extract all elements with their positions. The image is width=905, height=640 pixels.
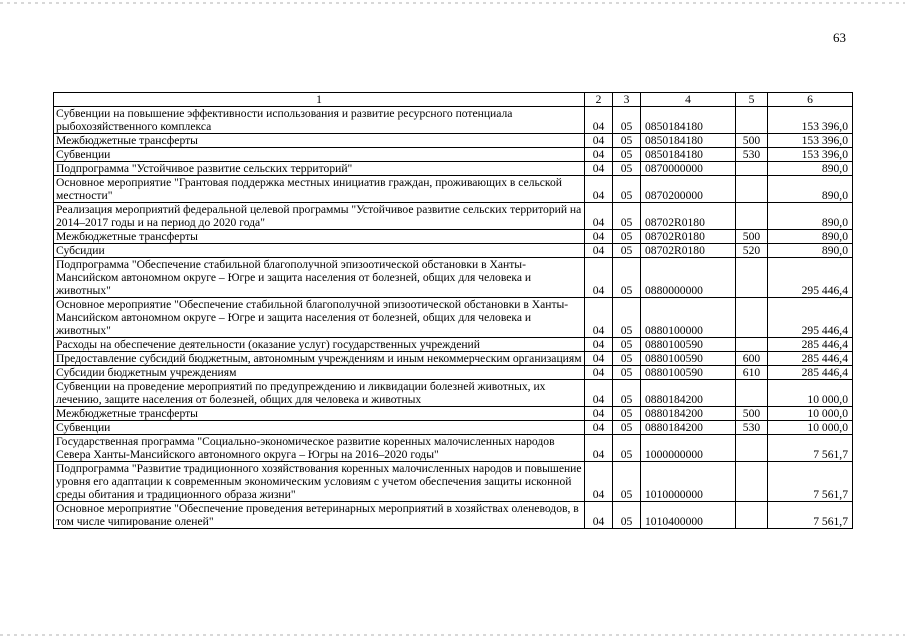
row-target-article: 0880184200 <box>641 407 736 421</box>
row-subsection: 05 <box>613 435 641 462</box>
row-section: 04 <box>585 407 613 421</box>
row-name: Субвенции на повышение эффективности использования и развитие ресурсного потенциала рыбохозяйственного комплекса <box>54 107 585 134</box>
row-expense-type: 500 <box>736 230 768 244</box>
row-subsection: 05 <box>613 352 641 366</box>
header-col-2: 2 <box>585 93 613 107</box>
row-target-article: 0880100590 <box>641 352 736 366</box>
row-subsection: 05 <box>613 162 641 176</box>
table-row <box>54 258 853 298</box>
row-subsection: 05 <box>613 407 641 421</box>
row-amount: 10 000,0 <box>768 407 853 421</box>
table-row <box>54 298 853 338</box>
row-expense-type: 530 <box>736 421 768 435</box>
row-subsection: 05 <box>613 176 641 203</box>
row-name: Расходы на обеспечение деятельности (оказание услуг) государственных учреждений <box>54 338 585 352</box>
row-amount: 285 446,4 <box>768 352 853 366</box>
row-name: Подпрограмма "Устойчивое развитие сельских территорий" <box>54 162 585 176</box>
row-section: 04 <box>585 230 613 244</box>
row-amount: 890,0 <box>768 230 853 244</box>
table-row <box>54 338 853 352</box>
row-target-article: 0870200000 <box>641 176 736 203</box>
row-subsection: 05 <box>613 230 641 244</box>
row-target-article: 08702R0180 <box>641 230 736 244</box>
scan-edge-top <box>0 2 905 4</box>
row-target-article: 0880100000 <box>641 298 736 338</box>
row-name: Субвенции <box>54 148 585 162</box>
row-target-article: 0870000000 <box>641 162 736 176</box>
row-section: 04 <box>585 134 613 148</box>
row-amount: 890,0 <box>768 162 853 176</box>
row-target-article: 0880100590 <box>641 366 736 380</box>
row-name: Предоставление субсидий бюджетным, автономным учреждениям и иным некоммерческим организациям <box>54 352 585 366</box>
row-section: 04 <box>585 435 613 462</box>
row-amount: 285 446,4 <box>768 338 853 352</box>
header-col-1: 1 <box>54 93 585 107</box>
row-name: Межбюджетные трансферты <box>54 407 585 421</box>
row-name: Основное мероприятие "Обеспечение проведения ветеринарных мероприятий в хозяйствах оленеводов, в том числе чипирование оленей" <box>54 502 585 529</box>
row-amount: 285 446,4 <box>768 366 853 380</box>
row-amount: 7 561,7 <box>768 462 853 502</box>
table-row <box>54 352 853 366</box>
row-expense-type: 530 <box>736 148 768 162</box>
row-expense-type <box>736 338 768 352</box>
table-body <box>54 107 853 529</box>
row-amount: 890,0 <box>768 244 853 258</box>
row-expense-type: 600 <box>736 352 768 366</box>
table-row <box>54 380 853 407</box>
row-target-article: 08702R0180 <box>641 203 736 230</box>
table-row <box>54 462 853 502</box>
table-row <box>54 148 853 162</box>
header-col-5: 5 <box>736 93 768 107</box>
row-expense-type: 500 <box>736 134 768 148</box>
row-name: Реализация мероприятий федеральной целевой программы "Устойчивое развитие сельских территорий на 2014–2017 годы и на период до 2020 года" <box>54 203 585 230</box>
header-col-3: 3 <box>613 93 641 107</box>
table-row <box>54 502 853 529</box>
row-amount: 890,0 <box>768 176 853 203</box>
row-expense-type <box>736 298 768 338</box>
row-target-article: 0850184180 <box>641 134 736 148</box>
row-target-article: 0880100590 <box>641 338 736 352</box>
table-row <box>54 203 853 230</box>
row-subsection: 05 <box>613 338 641 352</box>
row-target-article: 0880184200 <box>641 421 736 435</box>
row-expense-type: 500 <box>736 407 768 421</box>
row-name: Межбюджетные трансферты <box>54 134 585 148</box>
row-expense-type <box>736 380 768 407</box>
row-name: Субвенции на проведение мероприятий по предупреждению и ликвидации болезней животных, их лечению, защите населения от болезней, общих для человека и животных <box>54 380 585 407</box>
row-expense-type <box>736 176 768 203</box>
row-section: 04 <box>585 338 613 352</box>
table-row <box>54 435 853 462</box>
row-target-article: 08702R0180 <box>641 244 736 258</box>
row-section: 04 <box>585 162 613 176</box>
row-section: 04 <box>585 352 613 366</box>
row-expense-type: 520 <box>736 244 768 258</box>
row-expense-type: 610 <box>736 366 768 380</box>
row-name: Межбюджетные трансферты <box>54 230 585 244</box>
row-section: 04 <box>585 502 613 529</box>
row-name: Субсидии бюджетным учреждениям <box>54 366 585 380</box>
row-section: 04 <box>585 203 613 230</box>
row-expense-type <box>736 435 768 462</box>
row-amount: 153 396,0 <box>768 107 853 134</box>
table-row <box>54 230 853 244</box>
table-row <box>54 421 853 435</box>
table-row <box>54 107 853 134</box>
row-amount: 10 000,0 <box>768 421 853 435</box>
row-subsection: 05 <box>613 462 641 502</box>
header-row <box>54 93 853 107</box>
row-target-article: 0880184200 <box>641 380 736 407</box>
page-number: 63 <box>833 30 846 45</box>
row-expense-type <box>736 502 768 529</box>
row-amount: 295 446,4 <box>768 298 853 338</box>
table-row <box>54 366 853 380</box>
row-subsection: 05 <box>613 148 641 162</box>
row-section: 04 <box>585 258 613 298</box>
row-subsection: 05 <box>613 502 641 529</box>
row-name: Подпрограмма "Развитие традиционного хозяйствования коренных малочисленных народов и повышение уровня его адаптации к современным экономическим условиям с учетом обеспечения защиты исконной среды обитания и традиционного образа жизни" <box>54 462 585 502</box>
row-name: Субсидии <box>54 244 585 258</box>
row-target-article: 1010400000 <box>641 502 736 529</box>
row-target-article: 0850184180 <box>641 148 736 162</box>
row-amount: 7 561,7 <box>768 435 853 462</box>
row-expense-type <box>736 162 768 176</box>
row-expense-type <box>736 203 768 230</box>
scan-edge-bottom <box>0 634 905 636</box>
row-subsection: 05 <box>613 380 641 407</box>
row-section: 04 <box>585 298 613 338</box>
row-target-article: 0880000000 <box>641 258 736 298</box>
row-name: Подпрограмма "Обеспечение стабильной благополучной эпизоотической обстановки в Ханты-Мансийском автономном округе – Югре и защита населения от болезней, общих для человека и животных" <box>54 258 585 298</box>
row-section: 04 <box>585 244 613 258</box>
row-subsection: 05 <box>613 366 641 380</box>
table-row <box>54 407 853 421</box>
row-section: 04 <box>585 462 613 502</box>
row-name: Субвенции <box>54 421 585 435</box>
row-target-article: 1000000000 <box>641 435 736 462</box>
row-subsection: 05 <box>613 203 641 230</box>
row-amount: 295 446,4 <box>768 258 853 298</box>
row-subsection: 05 <box>613 421 641 435</box>
table-row <box>54 134 853 148</box>
row-section: 04 <box>585 148 613 162</box>
header-col-4: 4 <box>641 93 736 107</box>
header-col-6: 6 <box>768 93 853 107</box>
row-amount: 153 396,0 <box>768 148 853 162</box>
row-subsection: 05 <box>613 244 641 258</box>
row-name: Основное мероприятие "Грантовая поддержка местных инициатив граждан, проживающих в сельской местности" <box>54 176 585 203</box>
table-row <box>54 244 853 258</box>
row-section: 04 <box>585 366 613 380</box>
row-subsection: 05 <box>613 107 641 134</box>
row-section: 04 <box>585 421 613 435</box>
row-target-article: 0850184180 <box>641 107 736 134</box>
row-name: Государственная программа "Социально-экономическое развитие коренных малочисленных народов Севера Ханты-Мансийского автономного округа – Югры на 2016–2020 годы" <box>54 435 585 462</box>
row-amount: 7 561,7 <box>768 502 853 529</box>
row-section: 04 <box>585 380 613 407</box>
row-subsection: 05 <box>613 298 641 338</box>
budget-table <box>53 92 853 529</box>
table-row <box>54 162 853 176</box>
row-amount: 10 000,0 <box>768 380 853 407</box>
row-subsection: 05 <box>613 258 641 298</box>
row-expense-type <box>736 462 768 502</box>
row-expense-type <box>736 107 768 134</box>
row-target-article: 1010000000 <box>641 462 736 502</box>
row-section: 04 <box>585 176 613 203</box>
row-name: Основное мероприятие "Обеспечение стабильной благополучной эпизоотической обстановки в Ханты-Мансийском автономном округе – Югре и защита населения от болезней, общих для человека и животных" <box>54 298 585 338</box>
row-amount: 890,0 <box>768 203 853 230</box>
row-expense-type <box>736 258 768 298</box>
row-amount: 153 396,0 <box>768 134 853 148</box>
table-row <box>54 176 853 203</box>
row-subsection: 05 <box>613 134 641 148</box>
row-section: 04 <box>585 107 613 134</box>
